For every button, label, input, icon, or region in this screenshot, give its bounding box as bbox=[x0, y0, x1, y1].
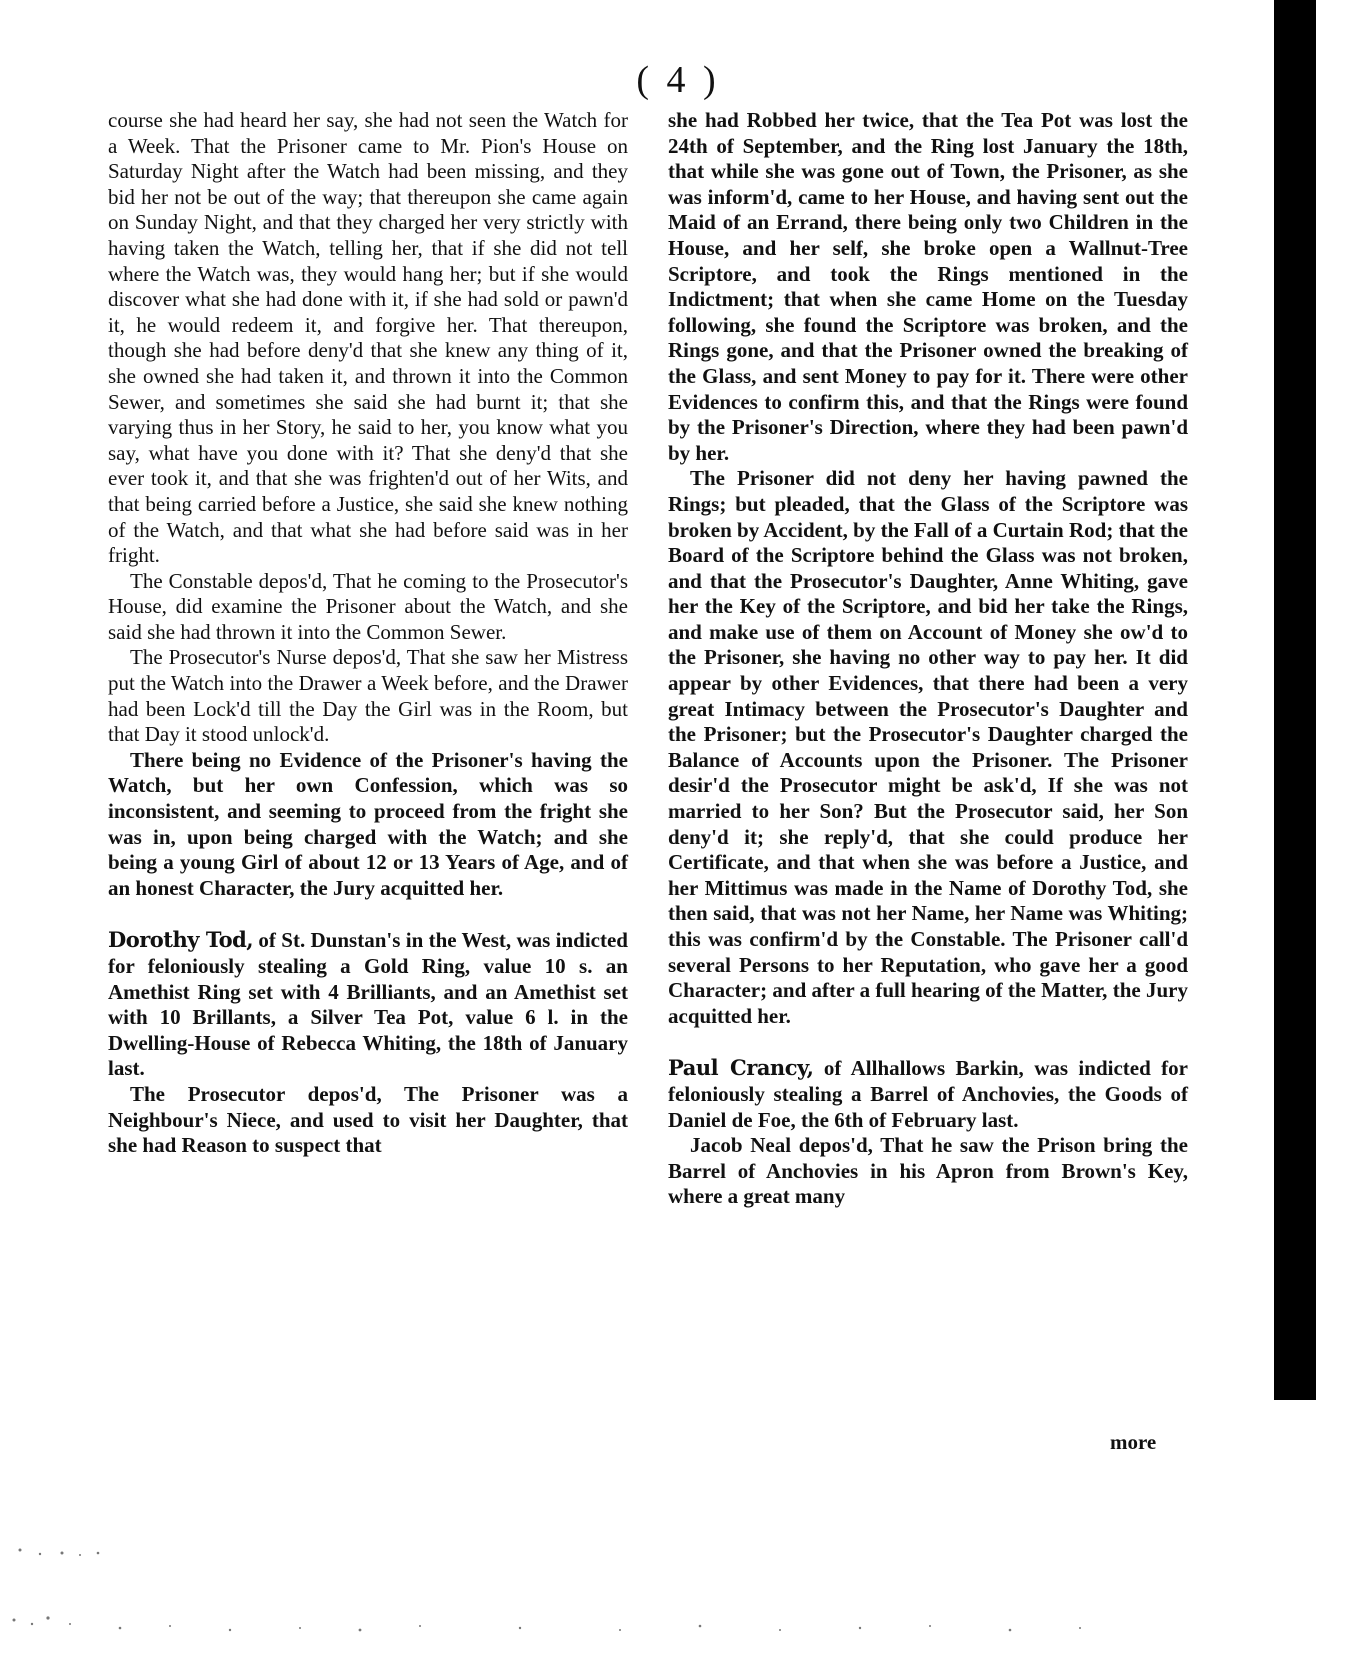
case-text: of St. Dunstan's in the West, was indicted for feloniously stealing a Gold Ring, value 10 s. an Amethist Ring set with 4 Brilliants, and an Amethist set with 10 Brillants, a Silver Tea Pot, value 6 l. in the Dwelling-House of Rebecca Whiting, the 18th of January last. bbox=[108, 928, 628, 1081]
page-edge-shadow bbox=[1274, 0, 1316, 1400]
left-paragraph-2: The Constable depos'd, That he coming to the Prosecutor's House, did examine the Prisoner about the Watch, and she said she had thrown it into the Common Sewer. bbox=[108, 568, 628, 644]
left-paragraph-3: The Prosecutor's Nurse depos'd, That she saw her Mistress put the Watch into the Drawer a Week before, and the Drawer had been Lock'd till the Day the Girl was in the Room, but that Day it stood unlock'd. bbox=[108, 645, 628, 747]
left-paragraph-4: There being no Evidence of the Prisoner's having the Watch, but her own Confession, which was so inconsistent, and seeming to proceed from the fright she was in, upon being charged with the Watch; and she being a young Girl of about 12 or 13 Years of Age, and of an honest Character, the Jury acquitted her. bbox=[108, 747, 628, 900]
case-entry-paul-crancy bbox=[668, 1055, 1188, 1133]
defendant-name: Paul Crancy, bbox=[668, 1055, 814, 1081]
case-text: of Allhallows Barkin, was indicted for feloniously stealing a Barrel of Anchovies, the Goods of Daniel de Foe, the 6th of February last. bbox=[668, 1056, 1188, 1132]
defendant-name: Dorothy Tod, bbox=[108, 927, 254, 953]
right-paragraph-1: she had Robbed her twice, that the Tea Pot was lost the 24th of September, and the Ring lost January the 18th, that while she was gone out of Town, the Prisoner, as she was inform'd, came to her House, and having sent out the Maid of an Errand, there being only two Children in the House, and her self, she broke open a Wallnut-Tree Scriptore, and took the Rings mentioned in the Indictment; that when she came Home on the Tuesday following, she found the Scriptore was broken, and the Rings gone, and that the Prisoner owned the breaking of the Glass, and sent Money to pay for it. There were other Evidences to confirm this, and that the Rings were found by the Prisoner's Direction, where they had been pawn'd by her. bbox=[668, 108, 1188, 465]
catchword: more bbox=[1110, 1430, 1157, 1454]
right-column bbox=[668, 108, 1188, 1210]
case-entry-dorothy-tod bbox=[108, 927, 628, 1082]
right-paragraph-3: Jacob Neal depos'd, That he saw the Prison bring the Barrel of Anchovies in his Apron from Brown's Key, where a great many bbox=[668, 1133, 1188, 1209]
left-paragraph-1: course she had heard her say, she had not seen the Watch for a Week. That the Prisoner came to Mr. Pion's House on Saturday Night after the Watch had been missing, and they bid her not be out of the way; that thereupon she came again on Sunday Night, and that they charged her very strictly with having taken the Watch, telling her, that if she did not tell where the Watch was, they would hang her; but if she would discover what she had done with it, if she had sold or pawn'd it, he would redeem it, and forgive her. That thereupon, though she had before deny'd that she knew any thing of it, she owned she had taken it, and thrown it into the Common Sewer, and sometimes she said she had burnt it; that she varying thus in her Story, he said to her, you know what you say, what have you done with it? That she deny'd that she ever took it, and that she was frighten'd out of her Wits, and that being carried before a Justice, she said she knew nothing of the Watch, and that what she had before said was in her fright. bbox=[108, 108, 628, 568]
left-column bbox=[108, 108, 628, 1159]
right-paragraph-2: The Prisoner did not deny her having pawned the Rings; but pleaded, that the Glass of the Scriptore was broken by Accident, by the Fall of a Curtain Rod; that the Board of the Scriptore behind the Glass was not broken, and that the Prosecutor's Daughter, Anne Whiting, gave her the Key of the Scriptore, and bid her take the Rings, and make use of them on Account of Money she ow'd to the Prisoner, she having no other way to pay her. It did appear by other Evidences, that there had been a very great Intimacy between the Prosecutor's Daughter and the Prisoner; but the Prosecutor's Daughter charged the Balance of Accounts upon the Prisoner. The Prisoner desir'd the Prosecutor might be ask'd, If she was not married to her Son? But the Prosecutor said, her Son deny'd it; she reply'd, that she could produce her Certificate, and that when she was before a Justice, and her Mittimus was made in the Name of Dorothy Tod, she then said, that was not her Name, her Name was Whiting; this was confirm'd by the Constable. The Prisoner call'd several Persons to her Reputation, who gave her a good Character; and after a full hearing of the Matter, the Jury acquitted her. bbox=[668, 466, 1188, 1028]
page-number: ( 4 ) bbox=[636, 59, 720, 101]
left-paragraph-5: The Prosecutor depos'd, The Prisoner was a Neighbour's Niece, and used to visit her Daughter, that she had Reason to suspect that bbox=[108, 1081, 628, 1158]
scan-speckle-marks bbox=[0, 1520, 1352, 1680]
